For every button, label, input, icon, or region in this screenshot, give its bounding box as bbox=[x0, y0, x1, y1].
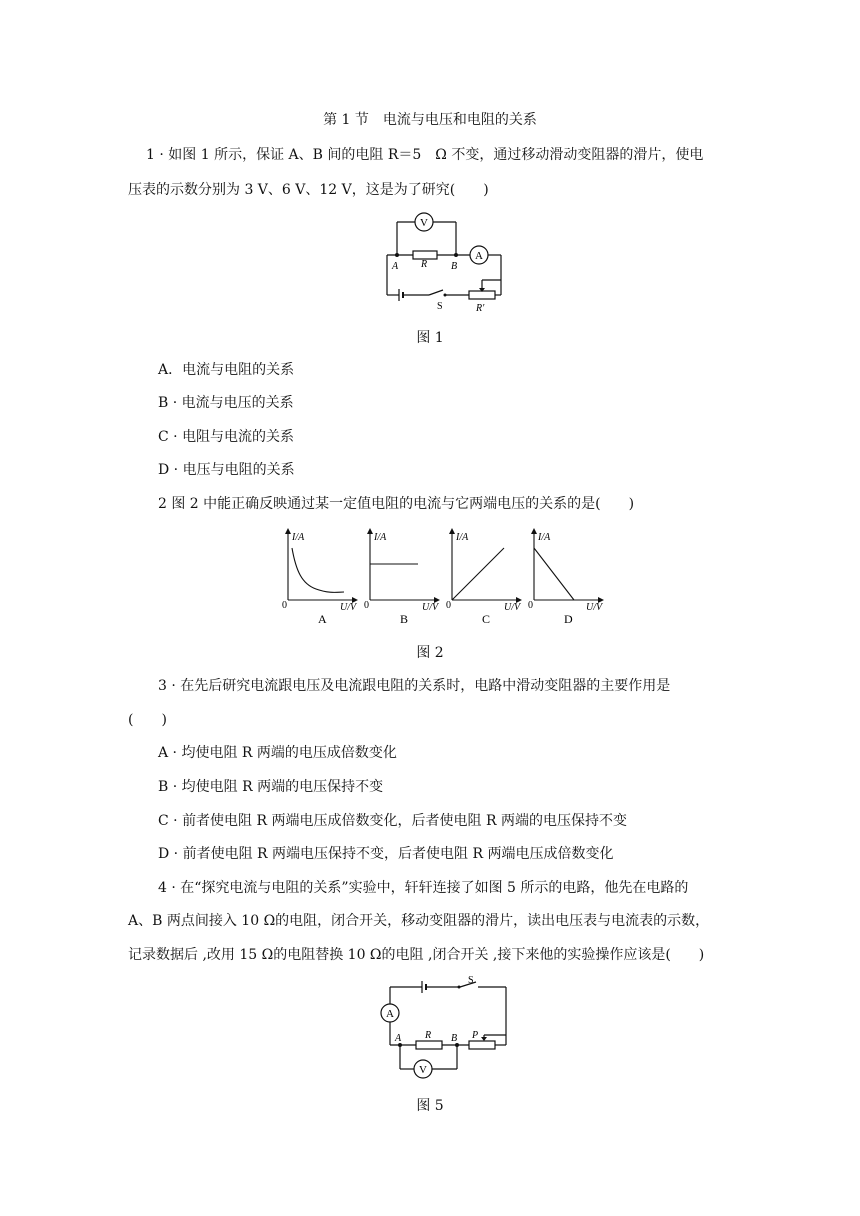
graph-a-ylabel: I/A bbox=[292, 532, 305, 543]
figure-5-caption: 图 5 bbox=[416, 1098, 444, 1114]
graph-c-xlabel: U/V bbox=[504, 602, 521, 613]
q1-text-line2: 压表的示数分别为 3 V、6 V、12 V，这是为了研究( ) bbox=[128, 182, 489, 198]
q2-text-line1: 2 图 2 中能正确反映通过某一定值电阻的电流与它两端电压的关系的是( ) bbox=[158, 496, 635, 512]
figure-5-circuit bbox=[372, 975, 512, 1085]
q4-text-line2: A、B 两点间接入 10 Ω的电阻，闭合开关，移动变阻器的滑片，读出电压表与电流表的示数， bbox=[128, 913, 710, 929]
graph-d-letter: D bbox=[564, 612, 573, 626]
page-title: 第 1 节 电流与电压和电阻的关系 bbox=[323, 112, 537, 128]
graph-c-ylabel: I/A bbox=[456, 532, 469, 543]
figure-2-graphs bbox=[268, 526, 618, 628]
figure-1-caption: 图 1 bbox=[416, 330, 444, 346]
fig1-switch-label: S bbox=[437, 301, 443, 312]
q3-text-line1: 3 · 在先后研究电流跟电压及电流跟电阻的关系时，电路中滑动变阻器的主要作用是 bbox=[158, 678, 671, 694]
figure-1-circuit bbox=[375, 206, 515, 314]
graph-c-letter: C bbox=[482, 612, 491, 626]
graph-b-xlabel: U/V bbox=[422, 602, 439, 613]
q1-text-line1: 1 · 如图 1 所示，保证 A、B 间的电阻 R＝5 Ω 不变，通过移动滑动变阻器的滑片，使电 bbox=[146, 147, 704, 163]
q3-option-d: D · 前者使电阻 R 两端电压保持不变，后者使电阻 R 两端电压成倍数变化 bbox=[158, 846, 614, 862]
q4-text-line1: 4 · 在“探究电流与电阻的关系”实验中，轩轩连接了如图 5 所示的电路，他先在电路的 bbox=[158, 880, 689, 896]
q1-option-c: C · 电阻与电流的关系 bbox=[158, 429, 295, 445]
fig5-switch-label: S bbox=[468, 975, 474, 986]
fig1-node-a: A bbox=[392, 261, 399, 272]
fig1-resistor-label: R bbox=[421, 259, 428, 270]
q3-option-c: C · 前者使电阻 R 两端电压成倍数变化，后者使电阻 R 两端的电压保持不变 bbox=[158, 813, 627, 829]
graph-c-origin: 0 bbox=[446, 600, 451, 611]
fig5-node-b: B bbox=[451, 1033, 458, 1044]
q1-option-a: A．电流与电阻的关系 bbox=[158, 362, 295, 378]
q3-text-line2: ( ) bbox=[128, 712, 167, 728]
fig5-voltmeter-label: V bbox=[419, 1064, 427, 1076]
figure-2-caption: 图 2 bbox=[416, 645, 444, 661]
graph-d-origin: 0 bbox=[528, 600, 533, 611]
fig1-node-b: B bbox=[451, 261, 458, 272]
q3-option-b: B · 均使电阻 R 两端的电压保持不变 bbox=[158, 779, 384, 795]
q4-text-line3: 记录数据后 ,改用 15 Ω的电阻替换 10 Ω的电阻 ,闭合开关 ,接下来他的实验操作应该是( ) bbox=[128, 947, 705, 963]
fig5-node-a: A bbox=[395, 1033, 402, 1044]
graph-a-xlabel: U/V bbox=[340, 602, 357, 613]
graph-a-letter: A bbox=[318, 612, 327, 626]
graph-b-ylabel: I/A bbox=[374, 532, 387, 543]
graph-d-xlabel: U/V bbox=[586, 602, 603, 613]
fig5-slider-label: P bbox=[472, 1030, 479, 1041]
fig1-rheostat-label: R′ bbox=[476, 303, 485, 314]
graph-b-letter: B bbox=[400, 612, 409, 626]
graph-d-ylabel: I/A bbox=[538, 532, 551, 543]
q3-option-a: A · 均使电阻 R 两端的电压成倍数变化 bbox=[158, 745, 397, 761]
graph-b-origin: 0 bbox=[364, 600, 369, 611]
q1-option-b: B · 电流与电压的关系 bbox=[158, 395, 294, 411]
fig5-resistor-label: R bbox=[425, 1030, 432, 1041]
fig1-voltmeter-label: V bbox=[420, 217, 428, 229]
graph-a-origin: 0 bbox=[282, 600, 287, 611]
fig5-ammeter-label: A bbox=[386, 1008, 394, 1020]
fig1-ammeter-label: A bbox=[475, 250, 483, 262]
q1-option-d: D · 电压与电阻的关系 bbox=[158, 462, 295, 478]
